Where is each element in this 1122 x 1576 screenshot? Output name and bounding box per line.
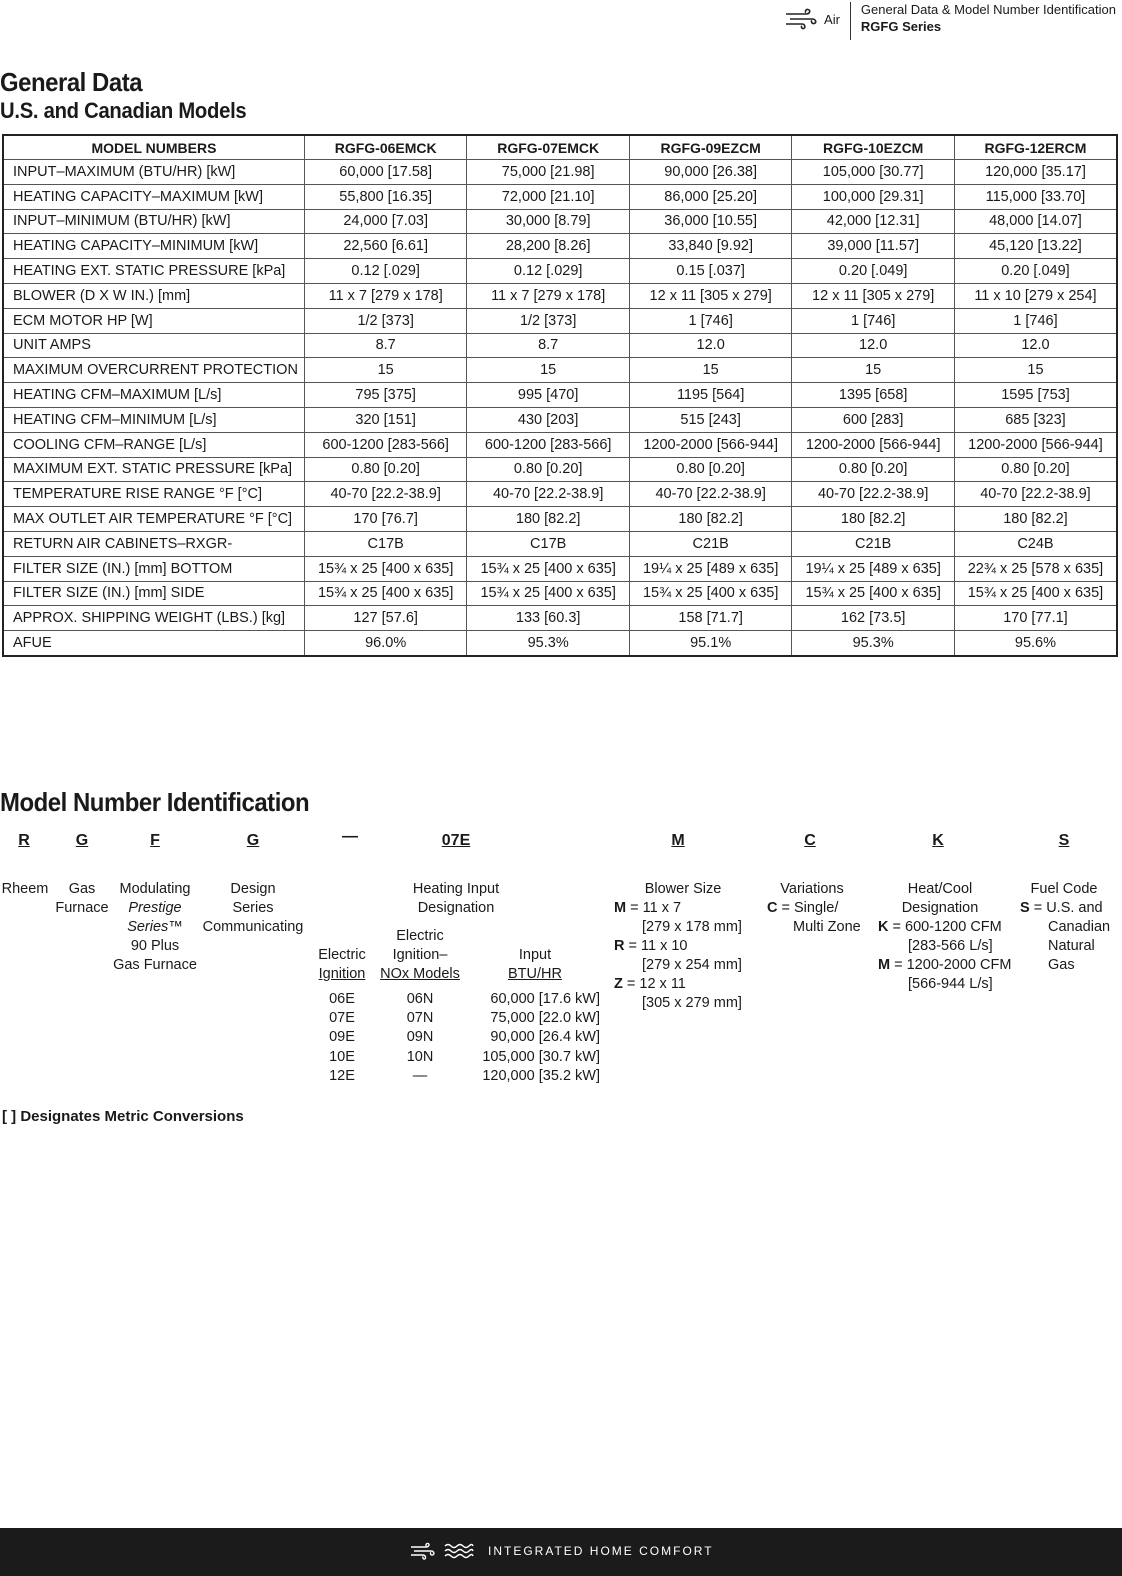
table-body bbox=[3, 160, 1117, 656]
table-row bbox=[3, 556, 1117, 581]
table-cell: 95.6% bbox=[954, 631, 1117, 656]
code-07e: 07E bbox=[441, 832, 471, 849]
header-series: RGFG Series bbox=[860, 19, 942, 34]
air-icon bbox=[410, 1542, 436, 1560]
table-cell: 55,800 [16.35] bbox=[304, 184, 467, 209]
header-title: General Data & Model Number Identification bbox=[860, 2, 1116, 17]
table-cell: 15¾ x 25 [400 x 635] bbox=[304, 581, 467, 606]
row-label: BLOWER (D X W IN.) [mm] bbox=[3, 283, 304, 308]
table-cell: 40-70 [22.2-38.9] bbox=[629, 482, 792, 507]
table-cell: 15 bbox=[467, 358, 630, 383]
metric-conversions-note: [ ] Designates Metric Conversions bbox=[2, 1108, 244, 1125]
table-cell: 86,000 [25.20] bbox=[629, 184, 792, 209]
table-row bbox=[3, 234, 1117, 259]
page-number: 5 bbox=[1074, 1540, 1082, 1556]
table-cell: 39,000 [11.57] bbox=[792, 234, 955, 259]
table-cell: 0.12 [.029] bbox=[467, 259, 630, 284]
nox-codes-list bbox=[390, 990, 450, 1086]
table-cell: 127 [57.6] bbox=[304, 606, 467, 631]
table-row bbox=[3, 333, 1117, 358]
table-cell: 15 bbox=[629, 358, 792, 383]
table-row bbox=[3, 283, 1117, 308]
code-letter-g: G bbox=[75, 832, 89, 849]
table-cell: 1/2 [373] bbox=[467, 308, 630, 333]
column-header-model: RGFG-07EMCK bbox=[467, 135, 630, 160]
column-header-model: RGFG-06EMCK bbox=[304, 135, 467, 160]
table-cell: 8.7 bbox=[467, 333, 630, 358]
code-letter-r: R bbox=[18, 832, 30, 849]
table-header-row bbox=[3, 135, 1117, 160]
table-cell: 0.80 [0.20] bbox=[792, 457, 955, 482]
table-cell: 40-70 [22.2-38.9] bbox=[304, 482, 467, 507]
table-cell: 100,000 [29.31] bbox=[792, 184, 955, 209]
desc-heat-cool: K = 600-1200 CFM [283-566 L/s] M = 1200-2000 CFM [566-944 L/s] bbox=[878, 919, 1012, 992]
ei-codes-list bbox=[312, 990, 372, 1086]
table-cell: C21B bbox=[792, 531, 955, 556]
table-cell: 430 [203] bbox=[467, 407, 630, 432]
table-cell: 1195 [564] bbox=[629, 383, 792, 408]
table-cell: 40-70 [22.2-38.9] bbox=[467, 482, 630, 507]
table-cell: 8.7 bbox=[304, 333, 467, 358]
table-cell: 1395 [658] bbox=[792, 383, 955, 408]
table-cell: 1 [746] bbox=[792, 308, 955, 333]
general-data-table bbox=[2, 134, 1118, 657]
table-row bbox=[3, 432, 1117, 457]
list-item: 07E bbox=[329, 1010, 355, 1027]
row-label: HEATING CFM–MAXIMUM [L/s] bbox=[3, 383, 304, 408]
table-cell: 30,000 [8.79] bbox=[467, 209, 630, 234]
table-cell: 105,000 [30.77] bbox=[792, 160, 955, 185]
table-row bbox=[3, 184, 1117, 209]
table-cell: 19¼ x 25 [489 x 635] bbox=[629, 556, 792, 581]
list-item: — bbox=[412, 1067, 428, 1084]
list-item: 06N bbox=[406, 991, 434, 1007]
row-label: HEATING CAPACITY–MINIMUM [kW] bbox=[3, 234, 304, 259]
table-cell: 33,840 [9.92] bbox=[629, 234, 792, 259]
table-cell: 1200-2000 [566-944] bbox=[792, 432, 955, 457]
row-label: FILTER SIZE (IN.) [mm] SIDE bbox=[3, 581, 304, 606]
row-label: HEATING CAPACITY–MAXIMUM [kW] bbox=[3, 184, 304, 209]
table-cell: C21B bbox=[629, 531, 792, 556]
table-cell: 170 [76.7] bbox=[304, 507, 467, 532]
desc-blower-size: M = 11 x 7 [279 x 178 mm] R = 11 x 10 [279 x 254 mm] Z = 12 x 11 [305 x 279 mm] bbox=[614, 900, 742, 1011]
code-letter-s: S bbox=[1058, 832, 1070, 849]
list-item: 07N bbox=[406, 1010, 434, 1027]
row-label: TEMPERATURE RISE RANGE °F [°C] bbox=[3, 482, 304, 507]
table-cell: 45,120 [13.22] bbox=[954, 234, 1117, 259]
table-row bbox=[3, 358, 1117, 383]
table-cell: 12 x 11 [305 x 279] bbox=[792, 283, 955, 308]
desc-blower-size-title: Blower Size bbox=[644, 881, 722, 897]
row-label: APPROX. SHIPPING WEIGHT (LBS.) [kg] bbox=[3, 606, 304, 631]
row-label: AFUE bbox=[3, 631, 304, 656]
row-label: INPUT–MINIMUM (BTU/HR) [kW] bbox=[3, 209, 304, 234]
table-cell: 1/2 [373] bbox=[304, 308, 467, 333]
table-cell: 1200-2000 [566-944] bbox=[629, 432, 792, 457]
table-cell: 15¾ x 25 [400 x 635] bbox=[467, 556, 630, 581]
footer-text: INTEGRATED HOME COMFORT bbox=[488, 1544, 714, 1558]
table-cell: 0.12 [.029] bbox=[304, 259, 467, 284]
table-row bbox=[3, 581, 1117, 606]
air-label: Air bbox=[824, 11, 840, 27]
row-label: HEATING EXT. STATIC PRESSURE [kPa] bbox=[3, 259, 304, 284]
code-letter-k: K bbox=[932, 832, 944, 849]
table-cell: 15 bbox=[954, 358, 1117, 383]
column-header-model: RGFG-12ERCM bbox=[954, 135, 1117, 160]
water-icon bbox=[444, 1542, 474, 1560]
air-section bbox=[784, 8, 850, 30]
table-cell: 22,560 [6.61] bbox=[304, 234, 467, 259]
table-row bbox=[3, 160, 1117, 185]
air-icon bbox=[784, 8, 818, 30]
page-footer bbox=[0, 1528, 1122, 1576]
table-cell: 600 [283] bbox=[792, 407, 955, 432]
subhead-electric-nox: Electric Ignition– NOx Models bbox=[380, 928, 460, 983]
row-label: UNIT AMPS bbox=[3, 333, 304, 358]
desc-variations: C = Single/ Multi Zone bbox=[767, 900, 861, 935]
row-label: ECM MOTOR HP [W] bbox=[3, 308, 304, 333]
table-row bbox=[3, 259, 1117, 284]
desc-rheem: Rheem bbox=[1, 881, 49, 897]
table-cell: 600-1200 [283-566] bbox=[467, 432, 630, 457]
table-row bbox=[3, 482, 1117, 507]
table-cell: 0.80 [0.20] bbox=[467, 457, 630, 482]
list-item: 10E bbox=[329, 1048, 355, 1065]
table-cell: 180 [82.2] bbox=[792, 507, 955, 532]
table-cell: 11 x 7 [279 x 178] bbox=[467, 283, 630, 308]
code-letter-f: F bbox=[150, 832, 160, 849]
table-cell: 96.0% bbox=[304, 631, 467, 656]
table-cell: 15¾ x 25 [400 x 635] bbox=[304, 556, 467, 581]
list-item: 75,000 [22.0 kW] bbox=[490, 1010, 600, 1027]
row-label: COOLING CFM–RANGE [L/s] bbox=[3, 432, 304, 457]
row-label: FILTER SIZE (IN.) [mm] BOTTOM bbox=[3, 556, 304, 581]
table-cell: 95.3% bbox=[792, 631, 955, 656]
table-cell: 685 [323] bbox=[954, 407, 1117, 432]
table-cell: 170 [77.1] bbox=[954, 606, 1117, 631]
desc-design-series: Design Series Communicating bbox=[202, 881, 304, 935]
table-cell: 1595 [753] bbox=[954, 383, 1117, 408]
code-dash: — bbox=[342, 828, 358, 845]
table-cell: 19¼ x 25 [489 x 635] bbox=[792, 556, 955, 581]
table-cell: 320 [151] bbox=[304, 407, 467, 432]
general-data-subtitle: U.S. and Canadian Models bbox=[0, 98, 247, 123]
desc-heating-input: Heating Input Designation bbox=[412, 881, 500, 916]
table-cell: 60,000 [17.58] bbox=[304, 160, 467, 185]
table-cell: 0.80 [0.20] bbox=[954, 457, 1117, 482]
table-cell: 42,000 [12.31] bbox=[792, 209, 955, 234]
row-label: MAXIMUM OVERCURRENT PROTECTION bbox=[3, 358, 304, 383]
row-label: MAXIMUM EXT. STATIC PRESSURE [kPa] bbox=[3, 457, 304, 482]
footer-brand bbox=[410, 1542, 714, 1560]
list-item: 06E bbox=[329, 991, 355, 1007]
table-cell: 15 bbox=[304, 358, 467, 383]
list-item: 60,000 [17.6 kW] bbox=[490, 991, 600, 1007]
list-item: 90,000 [26.4 kW] bbox=[490, 1029, 600, 1046]
list-item: 09E bbox=[329, 1029, 355, 1046]
table-cell: 22¾ x 25 [578 x 635] bbox=[954, 556, 1117, 581]
table-cell: 15¾ x 25 [400 x 635] bbox=[629, 581, 792, 606]
table-cell: 15¾ x 25 [400 x 635] bbox=[467, 581, 630, 606]
table-cell: 0.15 [.037] bbox=[629, 259, 792, 284]
table-row bbox=[3, 407, 1117, 432]
list-item: 105,000 [30.7 kW] bbox=[482, 1048, 600, 1065]
table-cell: 90,000 [26.38] bbox=[629, 160, 792, 185]
table-cell: 15¾ x 25 [400 x 635] bbox=[954, 581, 1117, 606]
table-cell: 40-70 [22.2-38.9] bbox=[954, 482, 1117, 507]
table-cell: 162 [73.5] bbox=[792, 606, 955, 631]
table-cell: C17B bbox=[467, 531, 630, 556]
table-cell: C17B bbox=[304, 531, 467, 556]
code-letter-m: M bbox=[671, 832, 685, 849]
table-cell: 95.3% bbox=[467, 631, 630, 656]
table-cell: 180 [82.2] bbox=[467, 507, 630, 532]
header-divider bbox=[850, 2, 851, 40]
table-cell: 48,000 [14.07] bbox=[954, 209, 1117, 234]
table-cell: 133 [60.3] bbox=[467, 606, 630, 631]
column-header-model: RGFG-10EZCM bbox=[792, 135, 955, 160]
table-cell: 0.80 [0.20] bbox=[304, 457, 467, 482]
code-letter-c: C bbox=[804, 832, 816, 849]
table-cell: 12.0 bbox=[792, 333, 955, 358]
table-row bbox=[3, 631, 1117, 656]
table-cell: 11 x 7 [279 x 178] bbox=[304, 283, 467, 308]
list-item: 10N bbox=[406, 1048, 434, 1065]
table-cell: 11 x 10 [279 x 254] bbox=[954, 283, 1117, 308]
table-row bbox=[3, 209, 1117, 234]
page-header bbox=[784, 0, 1116, 44]
model-id-title: Model Number Identification bbox=[0, 787, 310, 817]
desc-fuel-code-title: Fuel Code bbox=[1030, 881, 1098, 897]
table-cell: 0.20 [.049] bbox=[792, 259, 955, 284]
table-cell: 75,000 [21.98] bbox=[467, 160, 630, 185]
table-cell: 180 [82.2] bbox=[629, 507, 792, 532]
table-cell: 15 bbox=[792, 358, 955, 383]
desc-variations-title: Variations bbox=[780, 881, 844, 897]
table-cell: 0.80 [0.20] bbox=[629, 457, 792, 482]
header-titles bbox=[861, 0, 1116, 36]
table-cell: 995 [470] bbox=[467, 383, 630, 408]
table-cell: 515 [243] bbox=[629, 407, 792, 432]
btu-values-list bbox=[462, 990, 600, 1086]
table-cell: 600-1200 [283-566] bbox=[304, 432, 467, 457]
table-row bbox=[3, 457, 1117, 482]
table-cell: 72,000 [21.10] bbox=[467, 184, 630, 209]
list-item: 120,000 [35.2 kW] bbox=[482, 1067, 600, 1084]
general-data-title: General Data bbox=[0, 67, 143, 97]
list-item: 12E bbox=[329, 1067, 355, 1084]
row-label: RETURN AIR CABINETS–RXGR- bbox=[3, 531, 304, 556]
table-cell: 12.0 bbox=[629, 333, 792, 358]
subhead-electric-ignition: Electric Ignition bbox=[318, 947, 366, 983]
table-cell: 120,000 [35.17] bbox=[954, 160, 1117, 185]
desc-modulating: Modulating Prestige Series™ 90 Plus Gas Furnace bbox=[113, 881, 197, 973]
table-cell: 95.1% bbox=[629, 631, 792, 656]
table-cell: 1 [746] bbox=[629, 308, 792, 333]
table-cell: 36,000 [10.55] bbox=[629, 209, 792, 234]
table-row bbox=[3, 606, 1117, 631]
row-label: MAX OUTLET AIR TEMPERATURE °F [°C] bbox=[3, 507, 304, 532]
row-label: HEATING CFM–MINIMUM [L/s] bbox=[3, 407, 304, 432]
column-header-model: RGFG-09EZCM bbox=[629, 135, 792, 160]
table-cell: C24B bbox=[954, 531, 1117, 556]
table-cell: 12.0 bbox=[954, 333, 1117, 358]
table-cell: 1200-2000 [566-944] bbox=[954, 432, 1117, 457]
table-cell: 1 [746] bbox=[954, 308, 1117, 333]
table-cell: 15¾ x 25 [400 x 635] bbox=[792, 581, 955, 606]
table-cell: 180 [82.2] bbox=[954, 507, 1117, 532]
code-letter-g2: G bbox=[246, 832, 260, 849]
row-label: INPUT–MAXIMUM (BTU/HR) [kW] bbox=[3, 160, 304, 185]
desc-heat-cool-title: Heat/Cool Designation bbox=[901, 881, 979, 916]
table-row bbox=[3, 531, 1117, 556]
table-cell: 0.20 [.049] bbox=[954, 259, 1117, 284]
desc-fuel-code: S = U.S. and Canadian Natural Gas bbox=[1020, 900, 1111, 973]
table-cell: 12 x 11 [305 x 279] bbox=[629, 283, 792, 308]
subhead-input-btu: Input BTU/HR bbox=[508, 947, 562, 983]
table-row bbox=[3, 308, 1117, 333]
table-cell: 28,200 [8.26] bbox=[467, 234, 630, 259]
table-cell: 40-70 [22.2-38.9] bbox=[792, 482, 955, 507]
table-cell: 115,000 [33.70] bbox=[954, 184, 1117, 209]
column-header-model-numbers: MODEL NUMBERS bbox=[3, 135, 304, 160]
desc-gas-furnace: Gas Furnace bbox=[55, 881, 109, 916]
list-item: 09N bbox=[406, 1029, 434, 1046]
table-row bbox=[3, 507, 1117, 532]
table-cell: 24,000 [7.03] bbox=[304, 209, 467, 234]
table-cell: 158 [71.7] bbox=[629, 606, 792, 631]
table-cell: 795 [375] bbox=[304, 383, 467, 408]
table-row bbox=[3, 383, 1117, 408]
